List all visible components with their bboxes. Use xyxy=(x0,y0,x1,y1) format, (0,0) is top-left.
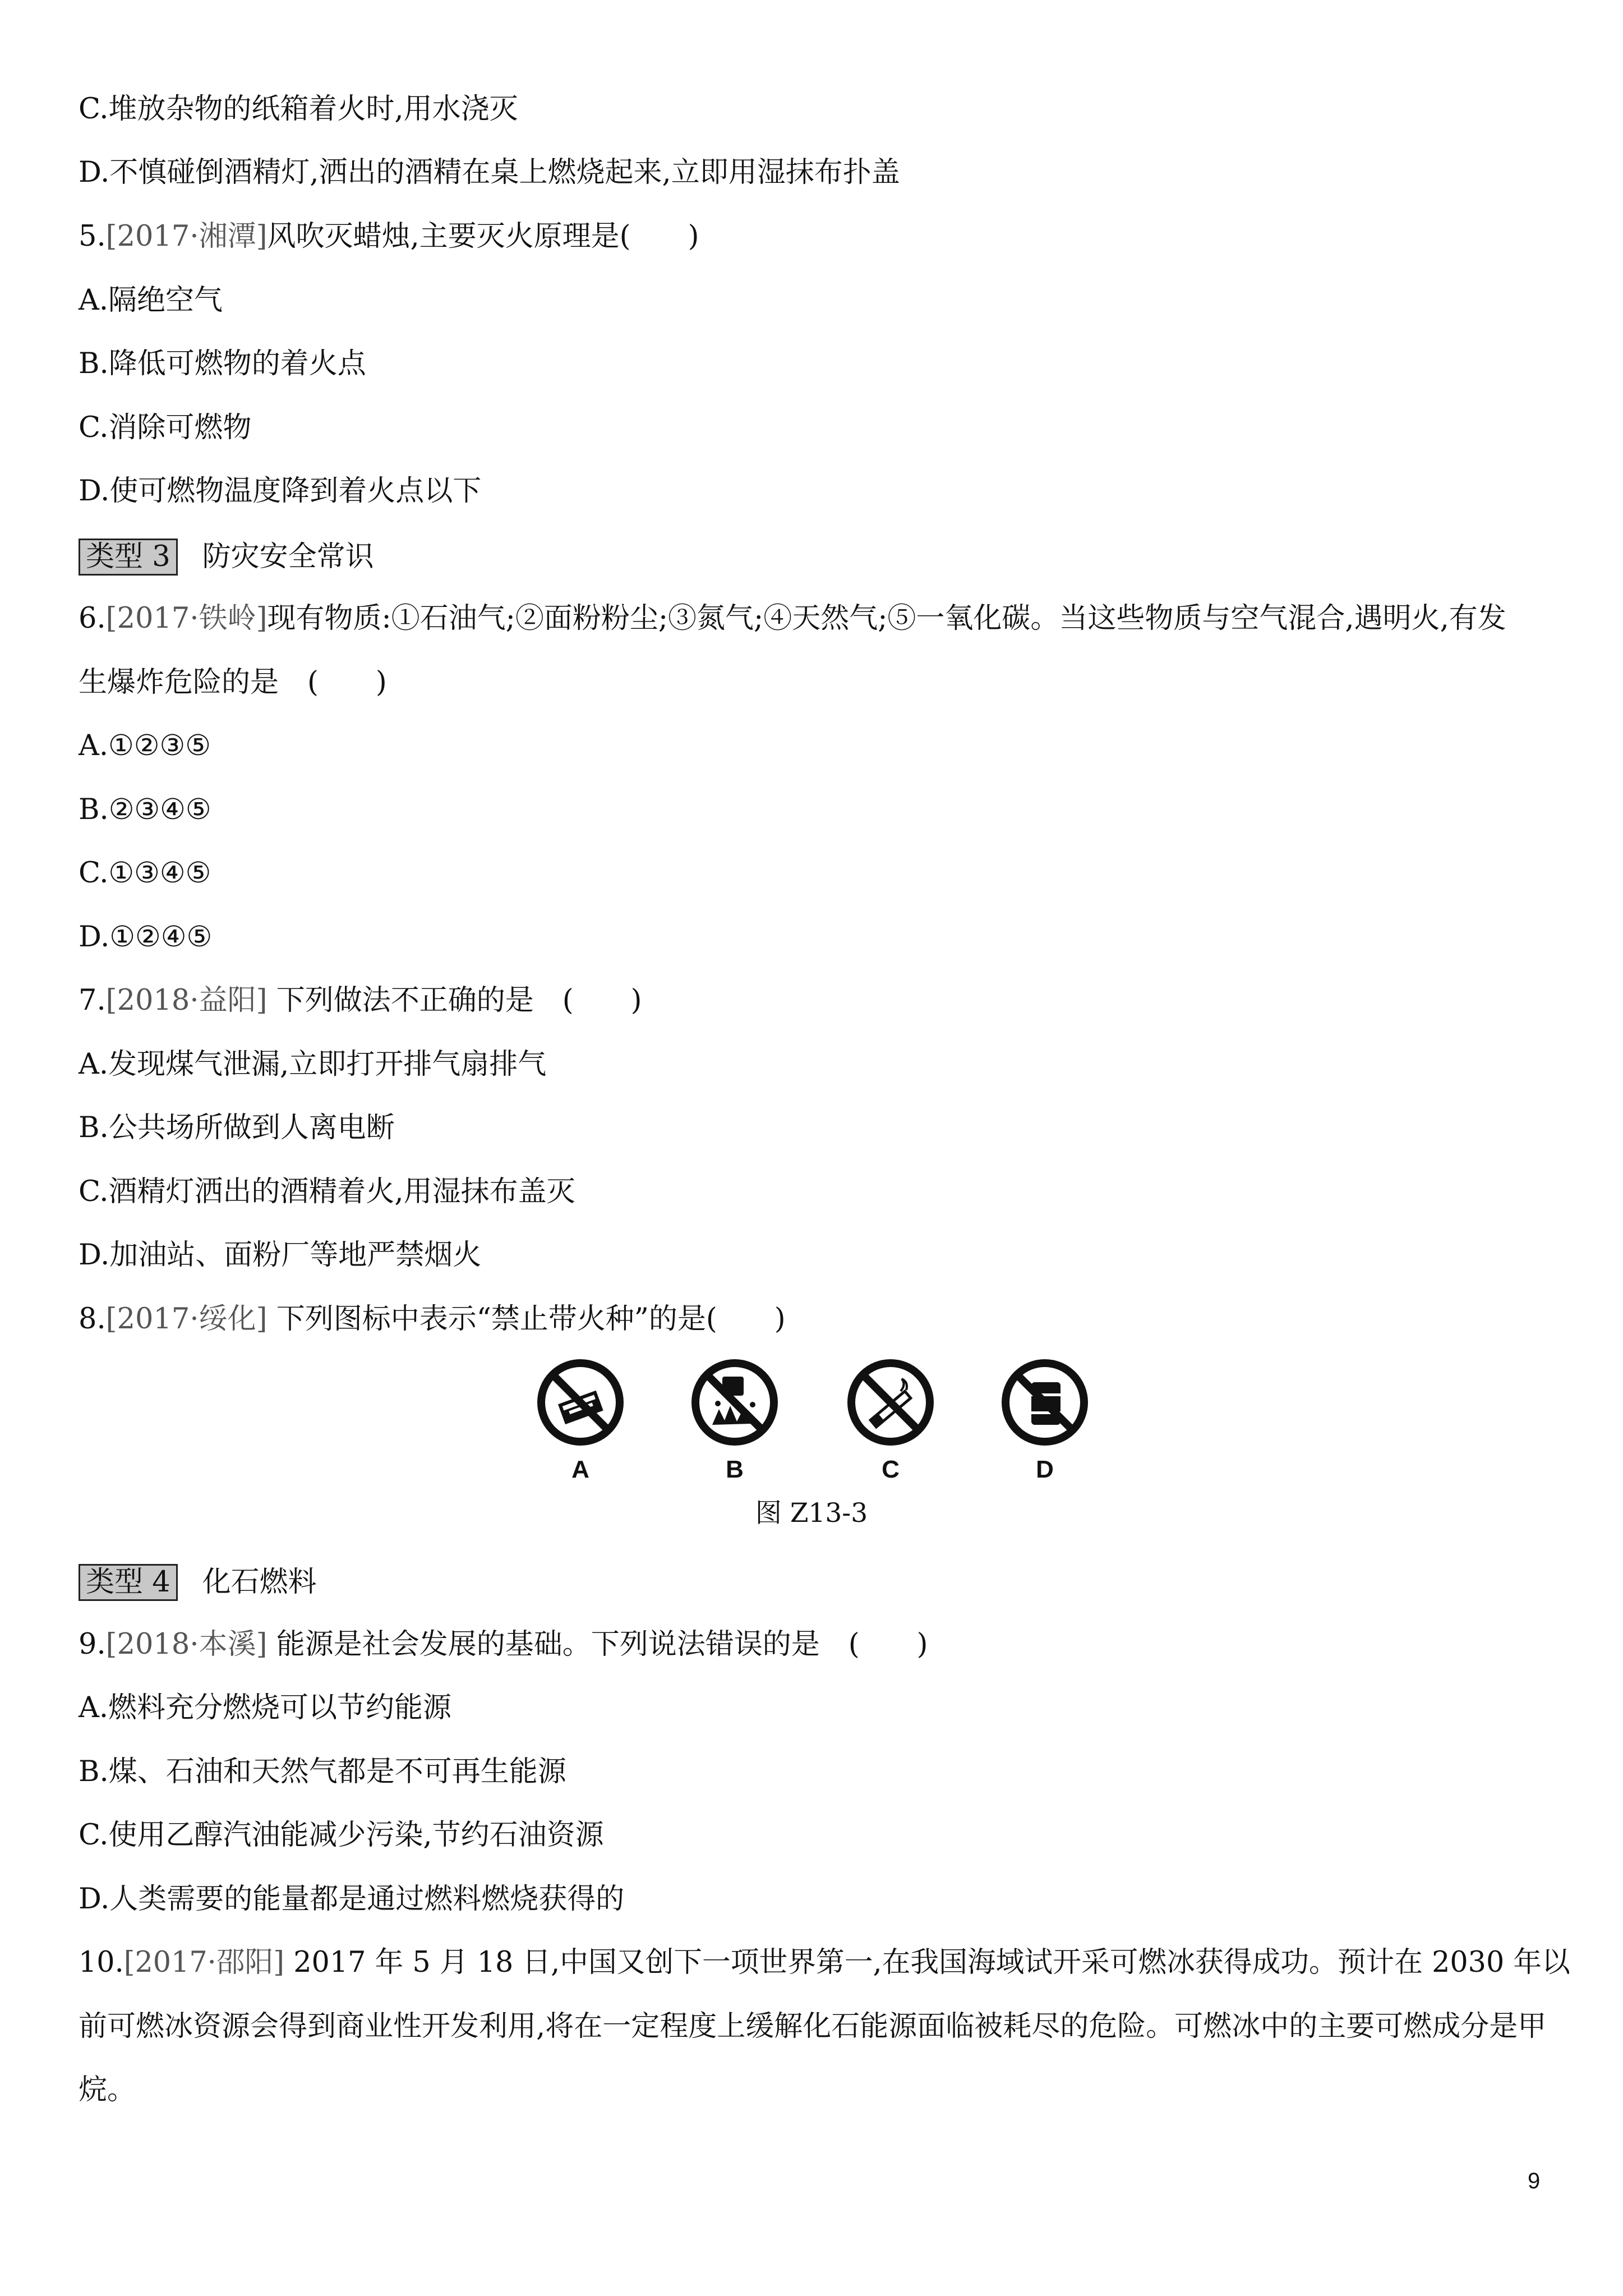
question-10 xyxy=(79,1946,1570,1980)
sign-label-c: C xyxy=(882,1456,900,1483)
question-10-continued-2: 烷。 xyxy=(79,2073,136,2106)
q7-option-c: C.酒精灯洒出的酒精着火,用湿抹布盖灭 xyxy=(79,1175,575,1208)
question-number: 6. xyxy=(79,602,106,635)
question-number: 10. xyxy=(79,1946,124,1979)
question-9 xyxy=(79,1628,928,1662)
q4-option-d: D.不慎碰倒酒精灯,洒出的酒精在桌上燃烧起来,立即用湿抹布扑盖 xyxy=(79,156,900,189)
q5-option-d: D.使可燃物温度降到着火点以下 xyxy=(79,475,482,508)
question-text: 能源是社会发展的基础。下列说法错误的是 ( ) xyxy=(276,1628,928,1661)
sign-label-a: A xyxy=(571,1456,589,1483)
question-number: 9. xyxy=(79,1628,106,1661)
q5-option-c: C.消除可燃物 xyxy=(79,411,252,444)
section-badge: 类型 4 xyxy=(79,1564,178,1601)
section-title: 防灾安全常识 xyxy=(202,540,374,573)
section-type-4 xyxy=(79,1564,317,1601)
section-badge: 类型 3 xyxy=(79,539,178,576)
page-number: 9 xyxy=(1528,2169,1541,2193)
question-text: 2017 年 5 月 18 日,中国又创下一项世界第一,在我国海域试开采可燃冰获得成功。预计在 2030 年以 xyxy=(293,1946,1570,1979)
sign-label-d: D xyxy=(1036,1456,1054,1483)
section-title: 化石燃料 xyxy=(202,1566,317,1599)
question-source: [2017·湘潭] xyxy=(105,220,268,253)
question-8 xyxy=(79,1303,786,1336)
q7-option-d: D.加油站、面粉厂等地严禁烟火 xyxy=(79,1239,482,1272)
question-number: 7. xyxy=(79,984,106,1017)
question-number: 8. xyxy=(79,1303,106,1336)
question-text: 下列图标中表示“禁止带火种”的是( ) xyxy=(276,1303,786,1336)
section-type-3 xyxy=(79,539,374,576)
figure-caption: 图 Z13-3 xyxy=(755,1498,868,1529)
question-source: [2017·邵阳] xyxy=(123,1946,285,1979)
q9-option-d: D.人类需要的能量都是通过燃料燃烧获得的 xyxy=(79,1883,625,1916)
q5-option-b: B.降低可燃物的着火点 xyxy=(79,347,366,380)
q6-option-d: D.①②④⑤ xyxy=(79,921,213,954)
question-text: 下列做法不正确的是 ( ) xyxy=(276,984,642,1017)
no-smoking-sign-icon xyxy=(846,1358,935,1447)
q4-option-c: C.堆放杂物的纸箱着火时,用水浇灭 xyxy=(79,93,518,126)
q7-option-b: B.公共场所做到人离电断 xyxy=(79,1111,395,1144)
question-10-continued: 前可燃冰资源会得到商业性开发利用,将在一定程度上缓解化石能源面临被耗尽的危险。可燃冰中的主要可燃成分是甲 xyxy=(79,2010,1547,2043)
question-text: 现有物质:①石油气;②面粉粉尘;③氮气;④天然气;⑤一氧化碳。当这些物质与空气混合,遇明火,有发 xyxy=(267,602,1506,635)
no-flammable-barrel-sign-icon xyxy=(1000,1358,1090,1447)
q7-option-a: A.发现煤气泄漏,立即打开排气扇排气 xyxy=(79,1048,547,1081)
question-text: 风吹灭蜡烛,主要灭火原理是( ) xyxy=(267,220,699,253)
q9-option-c: C.使用乙醇汽油能减少污染,节约石油资源 xyxy=(79,1819,604,1852)
question-source: [2018·本溪] xyxy=(105,1628,268,1661)
no-matches-sign-icon xyxy=(536,1358,625,1447)
sign-label-b: B xyxy=(726,1456,744,1483)
question-6 xyxy=(79,602,1506,636)
question-number: 5. xyxy=(79,220,106,253)
safety-signs-figure xyxy=(0,1358,1623,1453)
q5-option-a: A.隔绝空气 xyxy=(79,284,223,317)
q6-option-b: B.②③④⑤ xyxy=(79,793,211,826)
q6-option-a: A.①②③⑤ xyxy=(79,729,211,762)
q9-option-a: A.燃料充分燃烧可以节约能源 xyxy=(79,1691,452,1724)
question-7 xyxy=(79,984,642,1018)
question-source: [2017·绥化] xyxy=(105,1303,268,1336)
q6-option-c: C.①③④⑤ xyxy=(79,857,211,890)
question-source: [2018·益阳] xyxy=(105,984,268,1017)
question-6-continued: 生爆炸危险的是 ( ) xyxy=(79,666,387,699)
q9-option-b: B.煤、石油和天然气都是不可再生能源 xyxy=(79,1755,566,1788)
question-source: [2017·铁岭] xyxy=(105,602,268,635)
no-fire-kindling-sign-icon xyxy=(690,1358,780,1447)
question-5 xyxy=(79,220,699,254)
